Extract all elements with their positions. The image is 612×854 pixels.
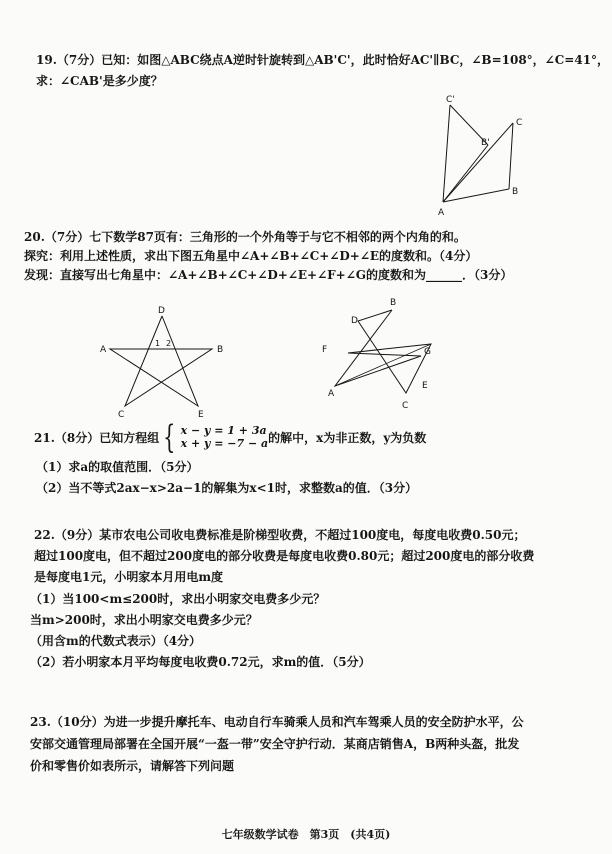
label-a: A [438,208,445,218]
q23-line-1: 23.（10分）为进一步提升摩托车、电动自行车骑乘人员和汽车驾乘人员的安全防护水平，公 [30,715,524,729]
q19-rotation-figure [420,92,536,220]
q20-line-1: 20.（7分）七下数学87页有：三角形的一个外角等于与它不相邻的两个内角的和。 [24,230,466,244]
q21-prefix: 21.（8分）已知方程组 [34,430,160,445]
system-brace: { [163,418,176,456]
equation-system [181,424,269,450]
q20-line-2: 探究：利用上述性质，求出下图五角星中∠A+∠B+∠C+∠D+∠E的度数和。（4分） [24,249,478,263]
label-c-prime: C' [446,95,455,105]
seven-point-star-figure [318,296,436,416]
star7-label-g: G [424,347,431,357]
star7-label-c: C [402,401,409,411]
q22-line-2: 超过100度电，但不超过200度电的部分收费是每度电收费0.80元；超过200度电的部分收费 [34,549,535,563]
star5-label-d: D [158,306,165,316]
q21-part-2: （2）当不等式2ax−x>2a−1的解集为x<1时，求整数a的值．（3分） [36,481,418,495]
q22-line-3: 是每度电1元，小明家本月用电m度 [34,570,224,584]
q21-part-1: （1）求a的取值范围．（5分） [36,460,199,474]
label-b-prime: B' [481,138,490,148]
q22-line-4: （1）当100<m≤200时，求出小明家交电费多少元？ [30,592,326,606]
five-point-star-figure [96,302,242,420]
q23-line-2: 安部交通管理局部署在全国开展“一盔一带”安全守护行动．某商店销售A，B两种头盔，批发 [30,737,520,751]
star7-label-e: E [422,381,428,391]
star5-label-b: B [217,345,224,355]
star7-label-f: F [322,345,328,355]
star5-label-e: E [198,410,204,420]
star5-label-a: A [100,345,107,355]
star5-angle-1: 1 [155,339,161,348]
q19-line-1: 19.（7分）已知：如图△ABC绕点A逆时针旋转到△AB'C'，此时恰好AC'∥BC，∠B=108°，∠C=41°， [36,53,610,67]
q22-line-7: （2）若小明家本月平均每度电收费0.72元，求m的值．（5分） [30,655,371,669]
q22-line-6: （用含m的代数式表示）（4分） [30,634,202,648]
q21-line-1 [34,418,427,456]
star5-angle-2: 2 [166,339,172,348]
q19-line-2: 求：∠CAB'是多少度？ [36,74,163,88]
equation-2: x + y = −7 − a [180,437,269,450]
star7-label-b: B [390,298,397,308]
label-c: C [516,118,523,128]
q21-suffix: 的解中，x为非正数，y为负数 [268,430,427,445]
star7-label-a: A [328,389,335,399]
star5-label-c: C [118,410,125,420]
q23-line-3: 价和零售价如表所示，请解答下列问题 [30,759,235,773]
q20-line-3: 发现：直接写出七角星中：∠A+∠B+∠C+∠D+∠E+∠F+∠G的度数和为______．（3分） [24,268,513,282]
q22-line-5: 当m>200时，求出小明家交电费多少元？ [30,613,258,627]
equation-1: x − y = 1 + 3a [180,424,267,437]
q22-line-1: 22.（9分）某市农电公司收电费标准是阶梯型收费，不超过100度电，每度电收费0.50元； [34,528,526,542]
page-footer: 七年级数学试卷 第3页 (共4页) [221,828,391,841]
star7-label-d: D [351,316,358,326]
label-b: B [512,187,519,197]
